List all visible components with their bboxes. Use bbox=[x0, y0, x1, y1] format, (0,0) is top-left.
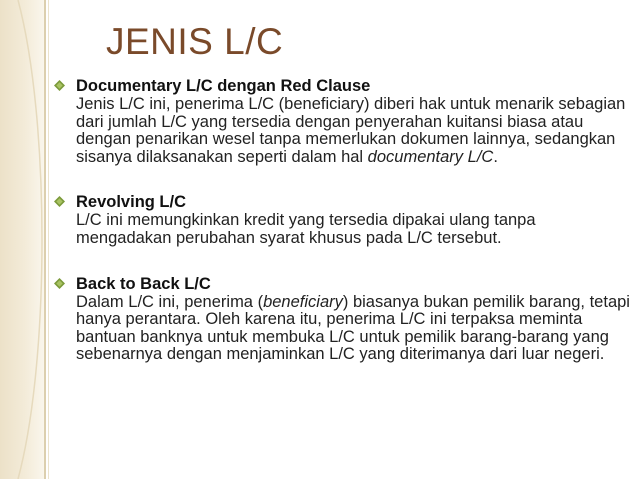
section-body bbox=[76, 294, 630, 364]
body-text: Jenis L/C ini, penerima L/C (beneficiary) diberi hak untuk menarik sebagian dari jumlah L/C yang tersedia dengan penyerahan kuitansi biasa atau dengan penarikan wesel tanpa memerlukan dokumen lainnya, sedangkan sisanya dilaksanakan seperti dalam hal bbox=[76, 95, 626, 166]
slide-title: JENIS L/C bbox=[106, 21, 284, 62]
body-text: Dalam L/C ini, penerima ( bbox=[76, 292, 264, 311]
section-body bbox=[76, 212, 630, 247]
body-italic-text: documentary L/C bbox=[367, 147, 494, 166]
section-heading: Documentary L/C dengan Red Clause bbox=[76, 77, 371, 95]
left-divider-line-thin bbox=[48, 0, 49, 479]
section-back-to-back-lc bbox=[54, 274, 630, 364]
section-body bbox=[76, 96, 630, 166]
left-divider-line bbox=[44, 0, 46, 479]
body-text-end: . bbox=[493, 147, 498, 166]
body-text-end: ) biasanya bukan pemilik barang, tetapi hanya perantara. Oleh karena itu, penerima L/C ini terpaksa meminta bantuan banknya untuk membuka L/C untuk pemilik barang-barang yang sebenarnya dengan menjaminkan L/C yang diterimanya dari luar negeri. bbox=[76, 292, 630, 364]
section-documentary-lc bbox=[54, 76, 630, 166]
diamond-bullet-icon bbox=[54, 196, 65, 207]
body-italic-text: beneficiary bbox=[263, 292, 343, 311]
section-revolving-lc bbox=[54, 192, 630, 247]
diamond-bullet-icon bbox=[54, 80, 65, 91]
section-heading: Revolving L/C bbox=[76, 193, 187, 212]
diamond-bullet-icon bbox=[54, 278, 65, 289]
slide-content bbox=[54, 76, 630, 364]
body-text: L/C ini memungkinkan kredit yang tersedia dipakai ulang tanpa mengadakan perubahan syarat khusus pada L/C tersebut. bbox=[76, 211, 536, 247]
section-heading: Back to Back L/C bbox=[76, 274, 211, 293]
